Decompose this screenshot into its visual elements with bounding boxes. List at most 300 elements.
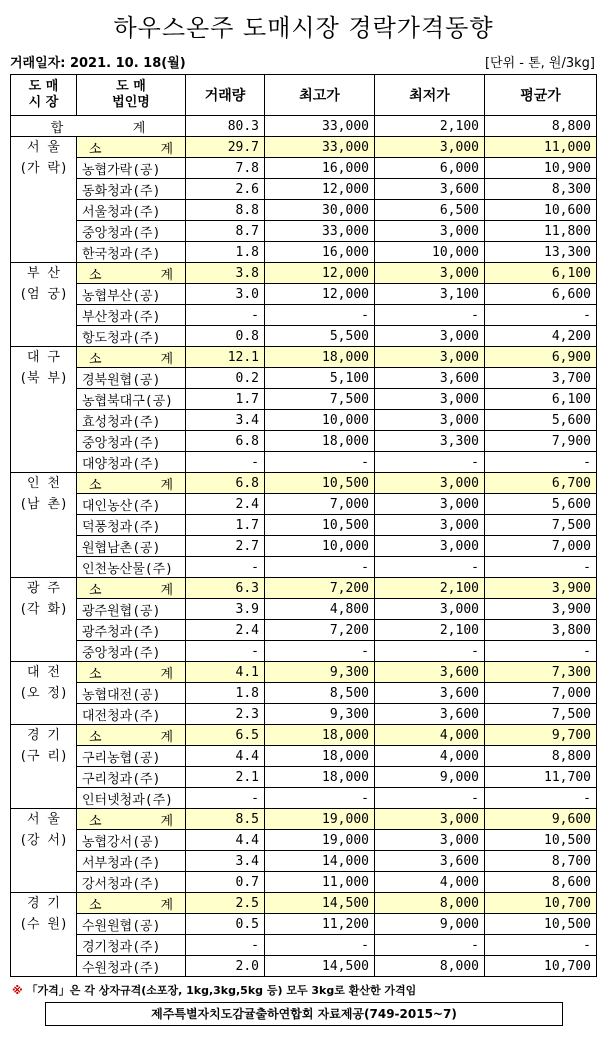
company-name: 덕풍청과(주)	[77, 515, 186, 536]
company-name: 효성청과(주)	[77, 410, 186, 431]
cell-avg: 10,500	[485, 830, 597, 851]
cell-avg: 3,800	[485, 620, 597, 641]
cell-min: -	[375, 557, 485, 578]
market-name-line: (엄 궁)	[19, 287, 68, 302]
company-name: 부산청과(주)	[77, 305, 186, 326]
subtotal-label	[77, 725, 186, 746]
cell-min: 6,500	[375, 200, 485, 221]
subtotal-row	[11, 137, 597, 158]
cell-max: 9,300	[265, 704, 375, 725]
subtotal-row	[11, 725, 597, 746]
cell-volume: 8.7	[186, 221, 265, 242]
market-name-line: (남 촌)	[19, 497, 68, 512]
subtotal-min: 4,000	[375, 725, 485, 746]
subtotal-max: 9,300	[265, 662, 375, 683]
cell-avg: 10,700	[485, 956, 597, 977]
subtotal-label-part: 계	[160, 897, 173, 913]
cell-min: 3,000	[375, 515, 485, 536]
subtotal-label-part: 소	[89, 897, 102, 913]
cell-max: -	[265, 641, 375, 662]
cell-avg: 5,600	[485, 494, 597, 515]
subtotal-avg: 9,700	[485, 725, 597, 746]
table-row	[11, 830, 597, 851]
cell-max: 10,500	[265, 515, 375, 536]
cell-max: 33,000	[265, 221, 375, 242]
price-table	[10, 74, 597, 977]
table-row	[11, 620, 597, 641]
cell-max: 10,000	[265, 410, 375, 431]
table-row	[11, 389, 597, 410]
cell-max: 8,500	[265, 683, 375, 704]
header-company-line1: 도 매	[116, 79, 146, 94]
table-row	[11, 872, 597, 893]
table-row	[11, 935, 597, 956]
table-row	[11, 158, 597, 179]
company-name: 구리청과(주)	[77, 767, 186, 788]
cell-volume: -	[186, 641, 265, 662]
table-row	[11, 515, 597, 536]
subtotal-max: 19,000	[265, 809, 375, 830]
market-name-line: (구 리)	[19, 749, 68, 764]
subtotal-label-part: 계	[160, 477, 173, 493]
cell-avg: -	[485, 305, 597, 326]
table-header	[11, 75, 597, 116]
header-market-line1: 도 매	[28, 79, 59, 94]
cell-volume: 1.7	[186, 515, 265, 536]
cell-max: 18,000	[265, 767, 375, 788]
subtotal-avg: 6,100	[485, 263, 597, 284]
cell-volume: 4.4	[186, 746, 265, 767]
table-row	[11, 683, 597, 704]
cell-volume: 4.4	[186, 830, 265, 851]
cell-min: 4,000	[375, 746, 485, 767]
cell-max: 14,500	[265, 956, 375, 977]
company-name: 서울청과(주)	[77, 200, 186, 221]
table-row	[11, 410, 597, 431]
market-name-line: 서 울	[27, 812, 60, 827]
subtotal-max: 33,000	[265, 137, 375, 158]
market-name-line: (강 서)	[19, 833, 68, 848]
company-name: 대전청과(주)	[77, 704, 186, 725]
subtotal-label	[77, 347, 186, 368]
page-title: 하우스온주 도매시장 경락가격동향	[113, 14, 494, 42]
cell-avg: -	[485, 788, 597, 809]
cell-min: 3,000	[375, 221, 485, 242]
cell-min: 3,600	[375, 851, 485, 872]
table-row	[11, 326, 597, 347]
subtotal-max: 14,500	[265, 893, 375, 914]
market-name-line: 대 전	[27, 665, 60, 680]
subtotal-label-part: 계	[160, 582, 173, 598]
cell-min: -	[375, 452, 485, 473]
cell-avg: -	[485, 935, 597, 956]
market-name	[11, 137, 77, 263]
subtotal-volume: 12.1	[186, 347, 265, 368]
subtotal-row	[11, 893, 597, 914]
table-row	[11, 452, 597, 473]
footnote-text: 「가격」은 각 상자규격(소포장, 1kg,3kg,5kg 등) 모두 3kg로 환산한 가격임	[26, 984, 417, 997]
company-name: 농협강서(공)	[77, 830, 186, 851]
company-name: 한국청과(주)	[77, 242, 186, 263]
cell-volume: 3.4	[186, 410, 265, 431]
subtotal-label-part: 소	[89, 477, 102, 493]
subtotal-row	[11, 662, 597, 683]
company-name: 중앙청과(주)	[77, 641, 186, 662]
cell-volume: 1.7	[186, 389, 265, 410]
cell-min: 3,600	[375, 179, 485, 200]
cell-min: 3,000	[375, 830, 485, 851]
cell-min: 2,100	[375, 620, 485, 641]
cell-avg: 11,800	[485, 221, 597, 242]
subtotal-label-part: 계	[160, 666, 173, 682]
subtotal-min: 3,000	[375, 263, 485, 284]
cell-volume: -	[186, 788, 265, 809]
cell-min: 8,000	[375, 956, 485, 977]
header-min: 최저가	[375, 75, 485, 116]
company-name: 대양청과(주)	[77, 452, 186, 473]
subtotal-max: 7,200	[265, 578, 375, 599]
table-row	[11, 557, 597, 578]
cell-volume: 3.9	[186, 599, 265, 620]
subtotal-label-part: 계	[160, 351, 173, 367]
table-row	[11, 305, 597, 326]
cell-avg: 3,900	[485, 599, 597, 620]
company-name: 농협부산(공)	[77, 284, 186, 305]
table-row	[11, 284, 597, 305]
cell-volume: 7.8	[186, 158, 265, 179]
cell-min: 3,600	[375, 368, 485, 389]
cell-avg: -	[485, 641, 597, 662]
cell-max: 7,000	[265, 494, 375, 515]
company-name: 인터넷청과(주)	[77, 788, 186, 809]
subtotal-label-part: 소	[89, 141, 102, 157]
subtotal-avg: 7,300	[485, 662, 597, 683]
company-name: 대인농산(주)	[77, 494, 186, 515]
total-min: 2,100	[375, 116, 485, 137]
cell-volume: -	[186, 935, 265, 956]
total-avg: 8,800	[485, 116, 597, 137]
subtotal-min: 2,100	[375, 578, 485, 599]
company-name: 원협남촌(공)	[77, 536, 186, 557]
cell-avg: -	[485, 452, 597, 473]
cell-min: 3,000	[375, 326, 485, 347]
cell-max: 12,000	[265, 179, 375, 200]
cell-min: 3,000	[375, 494, 485, 515]
market-name-line: 광 주	[27, 581, 60, 596]
subtotal-label-part: 소	[89, 267, 102, 283]
subtotal-label-part: 계	[160, 267, 173, 283]
table-row	[11, 746, 597, 767]
cell-min: 3,000	[375, 389, 485, 410]
table-row	[11, 956, 597, 977]
trade-date: 거래일자: 2021. 10. 18(월)	[10, 56, 186, 71]
cell-max: 16,000	[265, 158, 375, 179]
company-name: 동화청과(주)	[77, 179, 186, 200]
company-name: 농협북대구(공)	[77, 389, 186, 410]
company-name: 구리농협(공)	[77, 746, 186, 767]
subtotal-min: 3,000	[375, 473, 485, 494]
cell-max: 4,800	[265, 599, 375, 620]
cell-min: -	[375, 935, 485, 956]
cell-volume: 8.8	[186, 200, 265, 221]
subtotal-row	[11, 263, 597, 284]
cell-min: 3,000	[375, 599, 485, 620]
subtotal-label	[77, 263, 186, 284]
cell-min: 9,000	[375, 767, 485, 788]
cell-avg: 7,000	[485, 683, 597, 704]
cell-max: -	[265, 557, 375, 578]
table-row	[11, 914, 597, 935]
company-name: 인천농산물(주)	[77, 557, 186, 578]
company-name: 강서청과(주)	[77, 872, 186, 893]
table-row	[11, 368, 597, 389]
subtotal-min: 3,000	[375, 347, 485, 368]
company-name: 중앙청과(주)	[77, 221, 186, 242]
cell-avg: 7,500	[485, 704, 597, 725]
cell-max: 16,000	[265, 242, 375, 263]
subtotal-min: 3,600	[375, 662, 485, 683]
subtotal-volume: 4.1	[186, 662, 265, 683]
market-name	[11, 662, 77, 725]
cell-volume: 3.4	[186, 851, 265, 872]
subtotal-volume: 6.3	[186, 578, 265, 599]
table-row	[11, 200, 597, 221]
market-name-line: 서 울	[27, 140, 60, 155]
subtotal-row	[11, 347, 597, 368]
total-max: 33,000	[265, 116, 375, 137]
cell-avg: 8,300	[485, 179, 597, 200]
table-row	[11, 767, 597, 788]
cell-avg: 5,600	[485, 410, 597, 431]
market-name	[11, 893, 77, 977]
cell-max: -	[265, 452, 375, 473]
cell-min: -	[375, 788, 485, 809]
subtotal-avg: 10,700	[485, 893, 597, 914]
cell-volume: 1.8	[186, 683, 265, 704]
market-name	[11, 725, 77, 809]
cell-min: 6,000	[375, 158, 485, 179]
total-volume: 80.3	[186, 116, 265, 137]
header-company	[77, 75, 186, 116]
cell-max: 5,100	[265, 368, 375, 389]
subtotal-label	[77, 473, 186, 494]
subtotal-volume: 6.8	[186, 473, 265, 494]
market-name-line: 경 기	[27, 896, 60, 911]
cell-min: 3,300	[375, 431, 485, 452]
total-label	[11, 116, 186, 137]
cell-avg: 10,600	[485, 200, 597, 221]
company-name: 수원원협(공)	[77, 914, 186, 935]
header-volume: 거래량	[186, 75, 265, 116]
total-row	[11, 116, 597, 137]
table-row	[11, 599, 597, 620]
cell-max: 11,200	[265, 914, 375, 935]
subtotal-max: 18,000	[265, 725, 375, 746]
cell-avg: 7,500	[485, 515, 597, 536]
cell-min: 3,000	[375, 536, 485, 557]
market-name-line: 경 기	[27, 728, 60, 743]
total-label-b: 계	[132, 120, 146, 136]
cell-max: 14,000	[265, 851, 375, 872]
subtotal-volume: 29.7	[186, 137, 265, 158]
cell-max: 7,200	[265, 620, 375, 641]
cell-avg: 7,000	[485, 536, 597, 557]
subtotal-label-part: 소	[89, 813, 102, 829]
cell-volume: 2.1	[186, 767, 265, 788]
cell-min: 9,000	[375, 914, 485, 935]
header-avg: 평균가	[485, 75, 597, 116]
market-name-line: (오 정)	[19, 686, 68, 701]
header-market	[11, 75, 77, 116]
table-row	[11, 536, 597, 557]
cell-min: 10,000	[375, 242, 485, 263]
market-name	[11, 263, 77, 347]
cell-avg: 8,800	[485, 746, 597, 767]
cell-max: -	[265, 788, 375, 809]
company-name: 서부청과(주)	[77, 851, 186, 872]
table-row	[11, 242, 597, 263]
table-row	[11, 221, 597, 242]
cell-volume: 2.0	[186, 956, 265, 977]
company-name: 항도청과(주)	[77, 326, 186, 347]
cell-max: 19,000	[265, 830, 375, 851]
subtotal-avg: 9,600	[485, 809, 597, 830]
header-max: 최고가	[265, 75, 375, 116]
subtotal-label	[77, 662, 186, 683]
company-name: 중앙청과(주)	[77, 431, 186, 452]
table-row	[11, 851, 597, 872]
table-row	[11, 641, 597, 662]
market-name-line: (각 화)	[19, 602, 68, 617]
market-name-line: (가 락)	[19, 161, 68, 176]
table-row	[11, 494, 597, 515]
cell-avg: 7,900	[485, 431, 597, 452]
subtotal-min: 3,000	[375, 809, 485, 830]
cell-min: 3,000	[375, 410, 485, 431]
cell-max: 11,000	[265, 872, 375, 893]
cell-max: -	[265, 935, 375, 956]
cell-avg: 13,300	[485, 242, 597, 263]
cell-min: 3,600	[375, 704, 485, 725]
cell-min: -	[375, 641, 485, 662]
cell-min: 4,000	[375, 872, 485, 893]
subtotal-row	[11, 578, 597, 599]
cell-volume: 2.4	[186, 494, 265, 515]
subtotal-label-part: 소	[89, 666, 102, 682]
cell-max: 7,500	[265, 389, 375, 410]
cell-volume: 0.5	[186, 914, 265, 935]
subtotal-max: 10,500	[265, 473, 375, 494]
subtotal-label-part: 계	[160, 141, 173, 157]
company-name: 경기청과(주)	[77, 935, 186, 956]
cell-avg: 10,500	[485, 914, 597, 935]
cell-volume: -	[186, 557, 265, 578]
subtotal-avg: 6,900	[485, 347, 597, 368]
header-market-line2: 시 장	[28, 95, 59, 110]
header-company-line2: 법인명	[112, 95, 150, 110]
company-name: 광주청과(주)	[77, 620, 186, 641]
market-name	[11, 809, 77, 893]
subtotal-row	[11, 809, 597, 830]
subtotal-label	[77, 578, 186, 599]
subtotal-avg: 11,000	[485, 137, 597, 158]
cell-volume: 2.4	[186, 620, 265, 641]
subtotal-max: 18,000	[265, 347, 375, 368]
cell-max: 18,000	[265, 431, 375, 452]
cell-min: -	[375, 305, 485, 326]
footnote	[12, 982, 416, 998]
subtotal-volume: 6.5	[186, 725, 265, 746]
cell-avg: 11,700	[485, 767, 597, 788]
table-row	[11, 431, 597, 452]
subtotal-min: 8,000	[375, 893, 485, 914]
cell-volume: -	[186, 452, 265, 473]
subtotal-min: 3,000	[375, 137, 485, 158]
subtotal-max: 12,000	[265, 263, 375, 284]
subtotal-volume: 8.5	[186, 809, 265, 830]
source-credit: 제주특별자치도감귤출하연합회 자료제공(749-2015~7)	[45, 1002, 563, 1026]
subtotal-row	[11, 473, 597, 494]
market-name-line: (수 원)	[19, 917, 68, 932]
cell-max: 12,000	[265, 284, 375, 305]
cell-volume: 0.7	[186, 872, 265, 893]
subtotal-label-part: 소	[89, 351, 102, 367]
cell-avg: 10,900	[485, 158, 597, 179]
cell-min: 3,600	[375, 683, 485, 704]
company-name: 광주원협(공)	[77, 599, 186, 620]
cell-volume: 2.7	[186, 536, 265, 557]
market-name	[11, 347, 77, 473]
cell-avg: 6,600	[485, 284, 597, 305]
cell-volume: 1.8	[186, 242, 265, 263]
subtotal-label-part: 계	[160, 729, 173, 745]
company-name: 수원청과(주)	[77, 956, 186, 977]
company-name: 농협대전(공)	[77, 683, 186, 704]
table-row	[11, 788, 597, 809]
cell-volume: 6.8	[186, 431, 265, 452]
cell-min: 3,100	[375, 284, 485, 305]
cell-avg: 8,700	[485, 851, 597, 872]
market-name	[11, 578, 77, 662]
subtotal-avg: 3,900	[485, 578, 597, 599]
market-name-line: 대 구	[27, 350, 60, 365]
subtotal-label	[77, 809, 186, 830]
cell-avg: -	[485, 557, 597, 578]
cell-volume: -	[186, 305, 265, 326]
cell-max: 30,000	[265, 200, 375, 221]
footnote-mark: ※	[12, 984, 23, 997]
unit-label: [단위 - 톤, 원/3kg]	[484, 56, 595, 71]
market-name-line: 인 천	[27, 476, 60, 491]
subtotal-label-part: 소	[89, 729, 102, 745]
total-label-a: 합	[50, 120, 64, 136]
cell-avg: 4,200	[485, 326, 597, 347]
company-name: 농협가락(공)	[77, 158, 186, 179]
cell-avg: 3,700	[485, 368, 597, 389]
table-row	[11, 179, 597, 200]
subtotal-avg: 6,700	[485, 473, 597, 494]
company-name: 경북원협(공)	[77, 368, 186, 389]
cell-volume: 0.2	[186, 368, 265, 389]
market-name	[11, 473, 77, 578]
subtotal-label	[77, 137, 186, 158]
cell-avg: 8,600	[485, 872, 597, 893]
cell-max: 10,000	[265, 536, 375, 557]
cell-volume: 0.8	[186, 326, 265, 347]
cell-volume: 2.6	[186, 179, 265, 200]
market-name-line: 부 산	[27, 266, 60, 281]
cell-avg: 6,100	[485, 389, 597, 410]
